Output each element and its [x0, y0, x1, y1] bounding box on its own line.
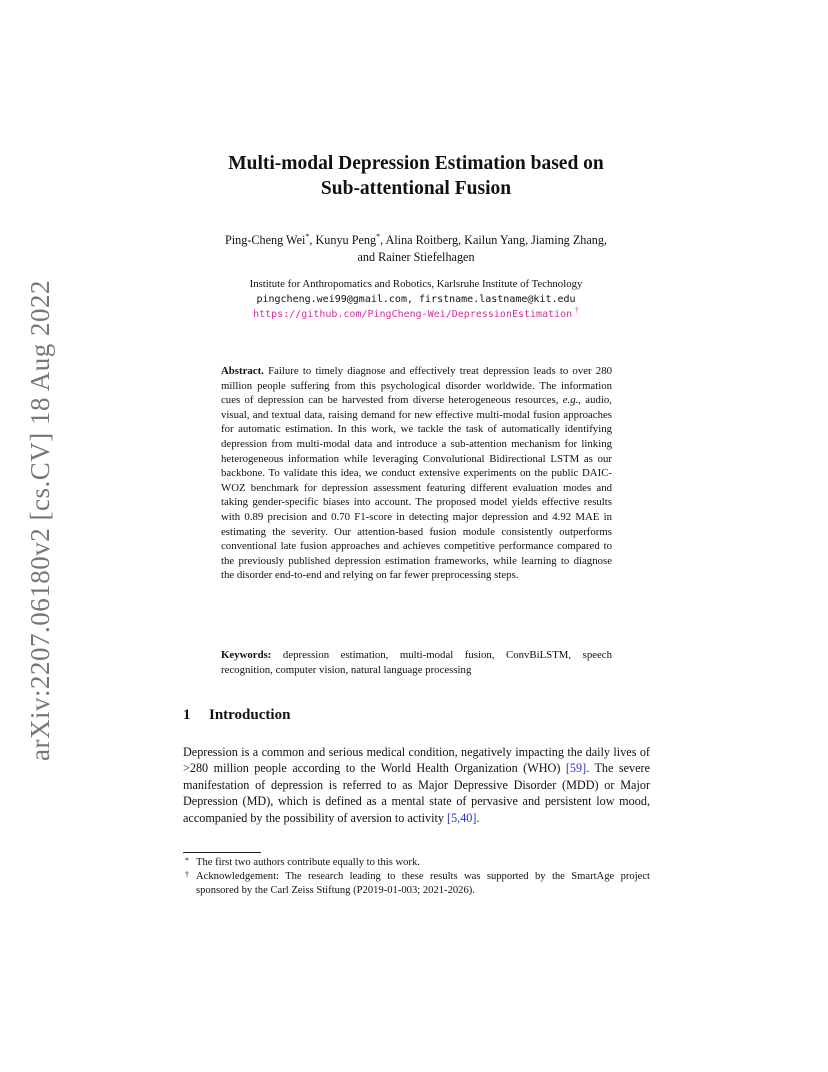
footnote: [183, 870, 650, 898]
author-emails: pingcheng.wei99@gmail.com, firstname.lastname@kit.edu: [256, 294, 576, 305]
abstract: [221, 364, 612, 583]
section-title: Introduction: [209, 707, 291, 723]
arxiv-identifier-stamp: [20, 280, 60, 760]
section-heading-introduction: [183, 707, 290, 724]
footnote-text: The first two authors contribute equally to this work.: [196, 857, 420, 868]
abstract-eg: e.g.,: [562, 394, 582, 407]
keywords: [221, 648, 612, 677]
citation-link[interactable]: [59]: [565, 761, 587, 776]
intro-text-3: .: [476, 810, 480, 825]
introduction-paragraph: [183, 744, 650, 826]
abstract-label: Abstract.: [221, 365, 264, 377]
abstract-text-a: Failure to timely diagnose and effectively treat depression leads to over 280 million people suffering from this psychological disorder worldwide. The information cues of depression can be harvested from diverse heterogeneous resources,: [221, 365, 612, 407]
section-number: 1: [183, 707, 191, 723]
title-line-1: Multi-modal Depression Estimation based on: [228, 153, 604, 174]
footnote-divider: [183, 852, 261, 853]
title-line-2: Sub-attentional Fusion: [320, 178, 512, 199]
equal-contribution-mark: *: [305, 231, 310, 241]
intro-text-1: Depression is a common and serious medical condition, negatively impacting the daily lives of >280 million people according to the World Health Organization (WHO): [183, 745, 650, 776]
footnote-text: Acknowledgement: The research leading to these results was supported by the SmartAge project sponsored by the Carl Zeiss Stiftung (P2019-01-003; 2021-2026).: [196, 871, 650, 897]
author-line-1: [160, 232, 672, 249]
paper-title: [150, 151, 682, 201]
footnote: [183, 856, 650, 870]
arxiv-identifier-text: arXiv:2207.06180v2 [cs.CV] 18 Aug 2022: [24, 279, 55, 761]
institute-name: Institute for Anthropomatics and Robotics, Karlsruhe Institute of Technology: [249, 278, 583, 290]
author-others: , Alina Roitberg, Kailun Yang, Jiaming Zhang,: [380, 233, 608, 247]
author-peng: , Kunyu Peng: [309, 233, 377, 247]
author-line-2: and Rainer Stiefelhagen: [357, 250, 475, 264]
equal-contribution-mark: *: [376, 231, 381, 241]
abstract-text-b: audio, visual, and textual data, raising demand for new effective multi-modal fusion approaches for automatic estimation. In this work, we tackle the task of automatically identifying depression from multi-modal data and introduce a sub-attention mechanism for linking heterogeneous information while leveraging Convolutional Bidirectional LSTM as our backbone. To validate this idea, we conduct extensive experiments on the public DAIC-WOZ benchmark for depression assessment featuring different evaluation modes and taking gender-specific biases into account. The proposed model yields effective results with 0.89 precision and 0.70 F1-score in detecting major depression and 4.92 MAE in estimating the severity. Our attention-based fusion module consistently outperforms conventional late fusion approaches and achieves competitive performance compared to the previously published depression estimation frameworks, while learning to diagnose the disorder end-to-end and relying on far fewer preprocessing steps.: [221, 394, 612, 582]
keywords-text: depression estimation, multi-modal fusion, ConvBiLSTM, speech recognition, computer vision, natural language processing: [221, 649, 612, 676]
footnote-mark: *: [185, 856, 189, 865]
citation-link[interactable]: [5,40]: [447, 810, 477, 825]
repository-line: [150, 307, 682, 322]
footnote-mark: †: [185, 870, 189, 880]
acknowledgement-mark: †: [574, 305, 579, 315]
author-list: [160, 232, 672, 266]
author-wei: Ping-Cheng Wei: [224, 233, 306, 247]
affiliation-block: [150, 277, 682, 322]
footnotes: [183, 856, 650, 899]
repository-link[interactable]: https://github.com/PingCheng-Wei/DepressionEstimation: [253, 309, 573, 320]
intro-text-2: . The severe manifestation of depression is referred to as Major Depressive Disorder (MDD) or Major Depression (MD), which is defined as a mental state of pervasive and persistent low mood, accompanied by the possibility of aversion to activity: [183, 761, 650, 825]
keywords-label: Keywords:: [221, 649, 272, 661]
